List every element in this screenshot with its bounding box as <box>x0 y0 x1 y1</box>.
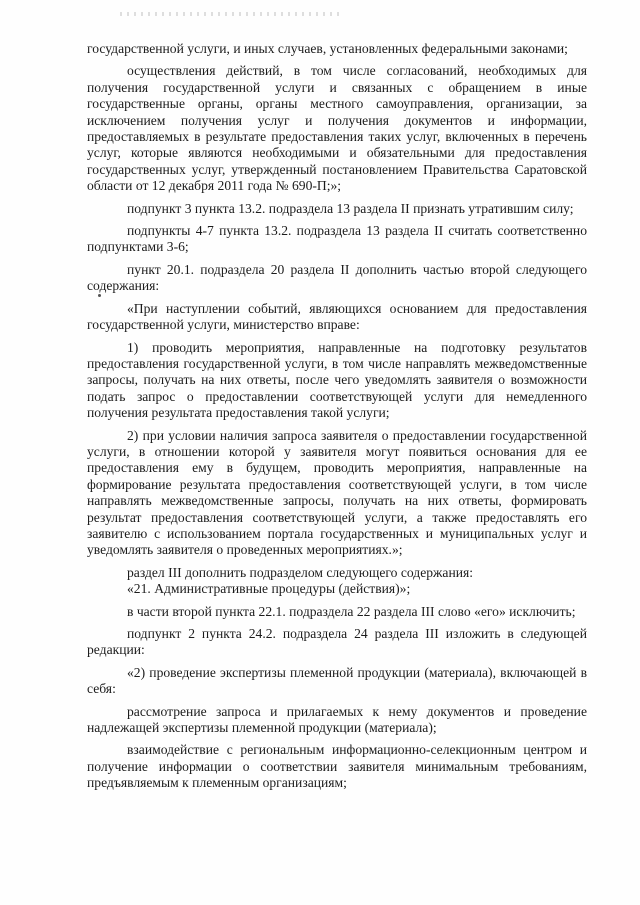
paragraph: в части второй пункта 22.1. подраздела 22 раздела III слово «его» исключить; <box>127 603 576 619</box>
paragraph: «При наступлении событий, являющихся основанием для предоставления государственной услуги, министерство вправе: <box>87 300 587 333</box>
paragraph: государственной услуги, и иных случаев, установленных федеральными законами; <box>87 41 568 56</box>
scan-artifact <box>120 12 340 16</box>
paragraph: подпункт 2 пункта 24.2. подраздела 24 раздела III изложить в следующей редакции: <box>87 626 587 658</box>
paragraph: рассмотрение запроса и прилагаемых к нему документов и проведение надлежащей экспертизы племенной продукции (материала); <box>87 703 587 736</box>
document-body <box>87 41 587 792</box>
paragraph: 1) проводить мероприятия, направленные на подготовку результатов предоставления государственной услуги, в том числе направлять межведомственные запросы, получать на них ответы, после чего уведомлять заявителя о возможности подать запрос о предоставлении соответствующей услуги для немедленного получения результата предоставления такой услуги; <box>87 339 587 421</box>
paragraph: подпункты 4-7 пункта 13.2. подраздела 13 раздела II считать соответственно подпунктами 3-6; <box>87 223 587 255</box>
paragraph: осуществления действий, в том числе согласований, необходимых для получения государственной услуги и связанных с обращением в иные государственные органы, органы местного самоуправления, организации, за исключением получения услуг и получения документов и информации, предоставляемых в результате предоставления таких услуг, включенных в перечень услуг, которые являются необходимыми и обязательными для предоставления государственных услуг, утвержденный постановлением Правительства Саратовской области от 12 декабря 2011 года № 690-П;»; <box>87 63 587 194</box>
paragraph: пункт 20.1. подраздела 20 раздела II дополнить частью второй следующего содержания: <box>87 261 587 294</box>
paragraph: 2) при условии наличия запроса заявителя о предоставлении государственной услуги, в отношении которой у заявителя могут появиться основания для ее предоставления ему в будущем, проводить мероприятия, направленные на формирование результата предоставления соответствующей услуги, в том числе направлять межведомственные запросы, получать на них ответы, формировать результат предоставления соответствующей услуги, а также предоставлять его заявителю с использованием портала государственных и муниципальных услуг и уведомлять заявителя о проведенных мероприятиях.»; <box>87 427 587 558</box>
paragraph: «21. Административные процедуры (действия)»; <box>127 581 411 597</box>
paragraph: «2) проведение экспертизы племенной продукции (материала), включающей в себя: <box>87 664 587 697</box>
paragraph: взаимодействие с региональным информационно-селекционным центром и получение информации о соответствии заявителя минимальным требованиям, предъявляемым к племенным организациям; <box>87 742 587 791</box>
paragraph: раздел III дополнить подразделом следующего содержания: <box>127 564 474 580</box>
paragraph: подпункт 3 пункта 13.2. подраздела 13 раздела II признать утратившим силу; <box>127 200 574 216</box>
